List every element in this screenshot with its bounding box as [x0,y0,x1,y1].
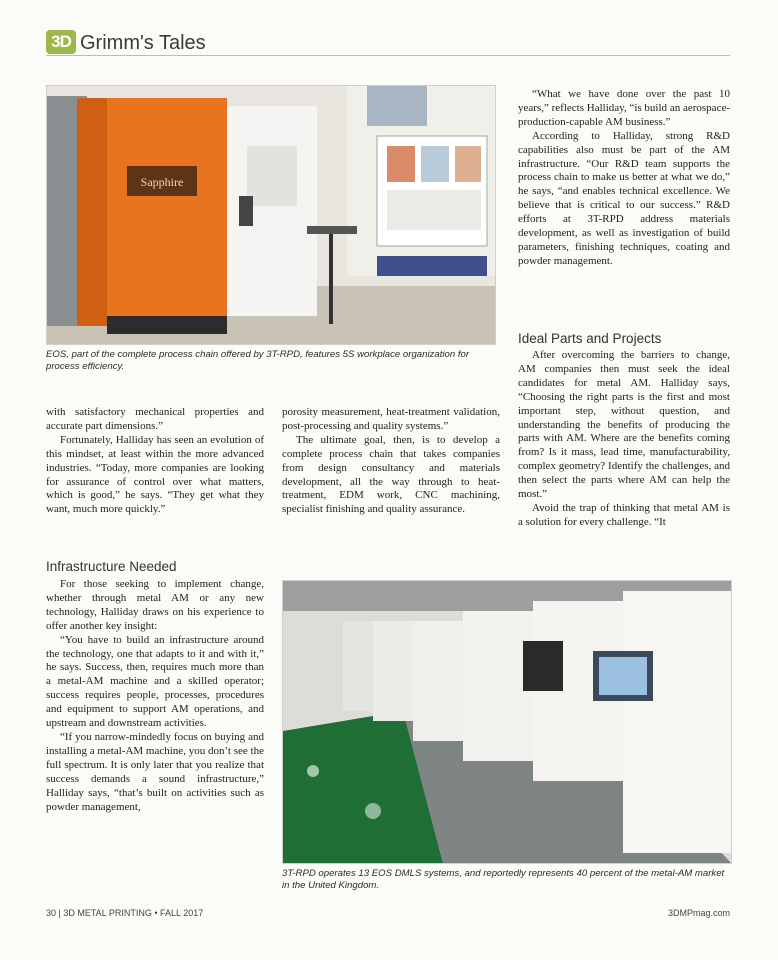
col1-paragraph-2: Fortunately, Halliday has seen an evolution of this mindset, at least within the more advanced industries. “Today, more companies are looking for assurance of control over what matters, which is good,” he says. “They get what they want, much more quickly.” [46,433,264,516]
photo2-caption: 3T-RPD operates 13 EOS DMLS systems, and reportedly represents 40 percent of the metal-AM market in the United Kingdom. [282,868,725,891]
col1-paragraph-5: “If you narrow-mindedly focus on buying and installing a metal-AM machine, you don’t see the full spectrum. It is only later that you realize that success demands a sound infrastructure,” Halliday says, “that’s built on activities such as powder management, [46,730,264,813]
col3-paragraph-4: Avoid the trap of thinking that metal AM is a solution for every challenge. “It [518,501,730,528]
photo-eos-machines [46,85,496,345]
machine-sign-text: Sapphire [140,175,184,189]
col2-paragraph-1: porosity measurement, heat-treatment validation, post-processing and quality systems.” [282,406,500,432]
footer-website: 3DMPmag.com [667,908,730,918]
column-3 [518,88,730,269]
col3-paragraph-3: After overcoming the barriers to change, AM companies then must seek the ideal candidates for metal AM. Halliday says, “Choosing the right parts is the first and most important step, without question, and understanding the benefits of producing the parts with AM. Where are the benefits coming from? Is it mass, lead time, manufacturability, complex geometry? Identify the challenges, and then select the parts where AM can help the most.” [518,349,730,501]
heading-infrastructure-needed: Infrastructure Needed [46,559,177,574]
column-1 [46,406,264,517]
col1-paragraph-1: with satisfactory mechanical properties and accurate part dimensions.” [46,406,264,432]
col1-paragraph-3: For those seeking to implement change, whether through metal AM or any new technology, Halliday draws on his experience to offer another key insight: [46,578,264,632]
col2-paragraph-2: The ultimate goal, then, is to develop a complete process chain that takes companies from design consultancy and materials development, all the way through to heat-treatment, EDM work, CNC machining, specialist finishing and quality assurance. [282,433,500,516]
magazine-logo: 3D [46,30,76,54]
photo-dmls-systems [282,580,732,864]
photo1-caption: EOS, part of the complete process chain offered by 3T-RPD, features 5S workplace organization for process efficiency. [46,349,470,372]
col3-paragraph-1: “What we have done over the past 10 years,” reflects Halliday, “is build an aerospace-production-capable AM business.” [518,88,730,128]
heading-ideal-parts: Ideal Parts and Projects [518,331,662,346]
header-rule [46,55,730,56]
column-3-lower [518,349,730,530]
col3-paragraph-2: According to Halliday, strong R&D capabilities also must be part of the AM infrastructure. “Our R&D team supports the process chain to make us better at what we do,” he says, “and enables technical excellence. We believe that is critical to our success.” R&D efforts at 3T-RPD address materials development, as well as investigation of build parameters, finishing techniques, coating and powder management. [518,129,730,267]
column-1-lower [46,578,264,814]
column-2 [282,406,500,517]
section-title: Grimm's Tales [80,32,206,54]
col1-paragraph-4: “You have to build an infrastructure around the technology, one that adapts to it and with it,” he says. Success, then, requires much more than a metal-AM machine and a skilled operator; success requires people, processes, procedures and equipment to support AM operations, and upstream and downstream activities. [46,633,264,730]
footer-page-info: 30 | 3D METAL PRINTING • FALL 2017 [46,908,204,918]
